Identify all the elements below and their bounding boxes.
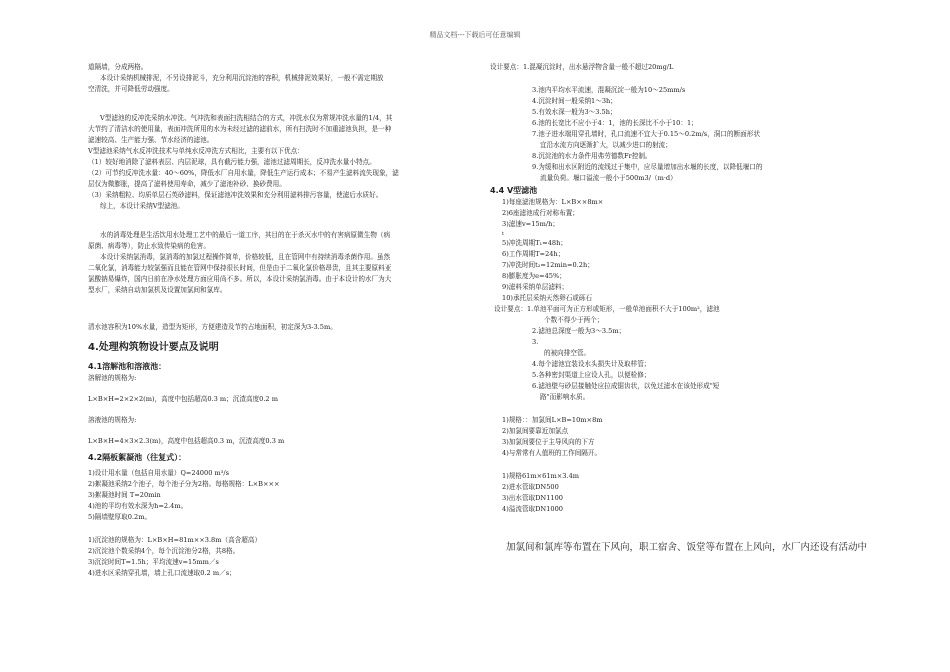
paragraph-line: 型水厂，采纳自动加氯机及设置加氯间和氯库。	[88, 286, 227, 294]
list-item: 6)工作周期T=24h；	[502, 250, 565, 258]
list-item: 1)每座滤池规格为：L×B××8m×	[502, 198, 604, 206]
paragraph-line: 溶液池的规格为:	[88, 416, 137, 424]
paragraph-line: 滤速较高、生产能力强、节水经济的滤池。	[88, 136, 214, 144]
paragraph-line: 大节约了清洁水的使用量，表面冲洗所用的水为未经过滤的滤前水，所有扫洗时不加重滤池负担，是一种	[88, 125, 392, 133]
section-heading: 4.处理构筑物设计要点及说明	[88, 342, 219, 353]
paragraph-line: （2）可节约反冲洗水量：40～60%，降低水厂自用水量，降低生产运行成本；不易产生滤料流失现象，滤	[88, 169, 399, 177]
list-item: 个数不得少于两个；	[544, 316, 604, 324]
list-item: 10)承托层采纳天然卵石或砾石	[502, 294, 593, 302]
list-item: 2)沉淀池个数采纳4个，每个沉淀池分2格，共8格。	[88, 547, 240, 555]
subsection-heading: 4.1溶解池和溶液池：	[88, 362, 167, 371]
list-item: 6.滤池壁与砂层接触处应拉成锯齿状，以免过滤水在该处形成"短	[532, 382, 720, 390]
list-item: 2)絮凝池采纳2个池子，每个池子分为2格。每格规格：L×B×××	[88, 480, 280, 488]
paragraph-line: （3）采纳粗粒、均质单层石英砂滤料，保证滤池冲洗效果和充分利用滤料排污容量，使滤后水质好。	[88, 191, 383, 199]
list-item: 5)隔墙壁厚取0.2m。	[88, 513, 152, 521]
subscript-stub: t	[502, 231, 505, 237]
list-item: 7)冲洗时间t₂=12min=0.2h；	[502, 261, 594, 269]
list-item: 6.池的长宽比不应小于4：1，池的长深比不小于10：1；	[532, 119, 698, 127]
list-item: 4)溢流管取DN1000	[502, 505, 563, 513]
list-item: 1)规格61m×61m×3.4m	[502, 472, 580, 480]
right-column	[490, 62, 890, 555]
list-item: 9)滤料采纳单层滤料；	[502, 283, 569, 291]
paragraph-line: 原菌、病毒等），防止水致传染病的危害。	[88, 242, 210, 250]
paragraph-line: 清水池容积为10%水量，造型为矩形，方便建造及节约占地面积，初定深为3-3.5m。	[88, 323, 337, 331]
page-header: 精品文档---下载后可任意编辑	[429, 31, 521, 39]
list-item: 4)与常常有人值班的工作间隔开。	[502, 449, 602, 457]
subsection-heading: 4.4 V型滤池	[490, 186, 538, 195]
list-item: 7.池子进水端用穿孔墙时，孔口流速不宜大于0.15～0.2m/s，洞口的断面形状	[532, 130, 760, 138]
list-item: 8.沉淀池的水力条件用弗劳德数Fr控制。	[532, 152, 652, 160]
paragraph-line: 层仅为微膨胀，提高了滤料使用寿命，减少了滤池补砂、换砂费用。	[88, 180, 286, 188]
list-item: 9.为缓和出水区附近的流线过于集中，应尽量增加出水堰的长度，以降低堰口的	[532, 163, 763, 171]
list-item: 4)池的平均有效水深为h=2.4m。	[88, 502, 188, 510]
list-item: 4.每个滤池宜装设水头损失计及取样管；	[532, 360, 651, 368]
paragraph-line: 水的消毒处理是生活饮用水处理工艺中的最后一道工序，其目的在于杀灭水中的有害病原微生物（病	[100, 231, 391, 239]
list-item: 路"而影响水质。	[540, 393, 590, 401]
paragraph-line: 本设计采纳氯消毒，氯消毒的加氯过程操作简单，价格较低，且在管网中有持续消毒杀菌作用。虽然	[100, 253, 391, 261]
list-item: 3.池内平均水平流速，混凝沉淀一般为10～25mm/s	[532, 86, 686, 94]
paragraph-line: 道隔墙，分成两格。	[88, 63, 148, 71]
list-item: 8)膨胀度为e=45%；	[502, 272, 566, 280]
list-item: 宜沿水流方向逐渐扩大，以减少进口的射流；	[540, 141, 672, 149]
list-item: 1)规格：：加氯间L×B=10m×8m	[502, 416, 603, 424]
list-item: 5.各种密封渠道上应设人孔，以便检修；	[532, 371, 651, 379]
list-item: 3)出水管取DN1100	[502, 494, 563, 502]
list-item: 3)滤速v=15m/h；	[502, 220, 559, 228]
list-item: 1)设计用水量（包括自用水量）Q=24000 m³/s	[88, 469, 229, 477]
list-item: 2)6座滤池成行对称布置；	[502, 209, 579, 217]
list-item: 4)进水区采纳穿孔墙，墙上孔口流速取0.2 m／s；	[88, 569, 236, 577]
paragraph-line: 氯酸钠易爆炸，国内日前在净水处理方面应用尚不多。所以，本设计采纳氯消毒。由于本设计的水厂为大	[88, 275, 392, 283]
paragraph-line: V型滤池采纳气水反冲洗技术与单纯水反冲洗方式相比，主要有以下优点：	[88, 147, 304, 155]
list-item: 的被向排空管。	[544, 349, 591, 357]
paragraph-line: （1）较好地消除了滤料表层、内层泥球，具有截污能力强，滤池过滤周期长，反冲洗水量小特点。	[88, 158, 376, 166]
list-item: 2)加氯间要靠近加氯点	[502, 427, 569, 435]
paragraph-line: 空清洗，并可降低劳动强度。	[88, 85, 174, 93]
list-item: 3)沉淀时间T=1.5h；平均流速v=15mm／s	[88, 558, 219, 566]
design-points-heading: 设计要点：1.混凝沉淀时，出水悬浮物含量一般不超过20mg/L	[490, 63, 674, 71]
list-item: 流量负荷。堰口溢流一般小于500m3/（m·d）	[540, 174, 677, 182]
list-item: 5.有效水深一般为3～3.5h；	[532, 108, 617, 116]
list-item: 1)沉淀池的规格为：L×B×H=81m××3.8m（高含超高）	[88, 536, 262, 544]
list-item: 2)进水管取DN500	[502, 483, 559, 491]
list-item: 2.滤池总深度一般为3～3.5m；	[532, 327, 626, 335]
paragraph-line: 综上，本设计采纳V型滤池。	[100, 202, 184, 210]
list-item: 3.	[532, 338, 539, 346]
paragraph-line: L×B×H=2×2×2(m)，高度中包括超高0.3 m；沉渣高度0.2 m	[88, 395, 278, 403]
subsection-heading: 4.2隔板絮凝池（往复式）：	[88, 453, 187, 462]
left-column	[88, 62, 466, 579]
paragraph-line: 溶解池的规格为:	[88, 374, 137, 382]
paragraph-line: L×B×H=4×3×2.3(m)，高度中包括超高0.3 m，沉渣高度0.3 m	[88, 437, 285, 445]
paragraph-line: V型滤池的反冲洗采纳水冲洗、气冲洗和表面扫洗相结合的方式，冲洗水仅为常规冲洗水量的1/4，其	[100, 114, 393, 122]
paragraph-line: 二氧化氯，消毒能力较氯强而且能在管网中保持很长时间，但是由于二氧化氯价格昂贵，且其主要原料亚	[88, 264, 392, 272]
list-item: 3)加氯间要位于主导风向的下方	[502, 438, 595, 446]
list-item: 5)冲洗周期T₁=48h；	[502, 239, 567, 247]
list-item: 4.沉淀时间一般采纳1～3h；	[532, 97, 617, 105]
design-points-heading: 设计要点：1.单池平面可为正方形或矩形，一般单池面积不大于100m²，滤池	[494, 305, 720, 313]
paragraph-line: 加氯间和氯库等布置在下风向，职工宿舍、饭堂等布置在上风向，水厂内还设有活动中	[506, 542, 868, 553]
paragraph-line: 本设计采纳机械排泥，不另设排泥斗，充分利用沉淀池的容积，机械排泥效果好，一般不需定期放	[100, 74, 384, 82]
list-item: 3)絮凝池时间 T=20min	[88, 491, 161, 499]
